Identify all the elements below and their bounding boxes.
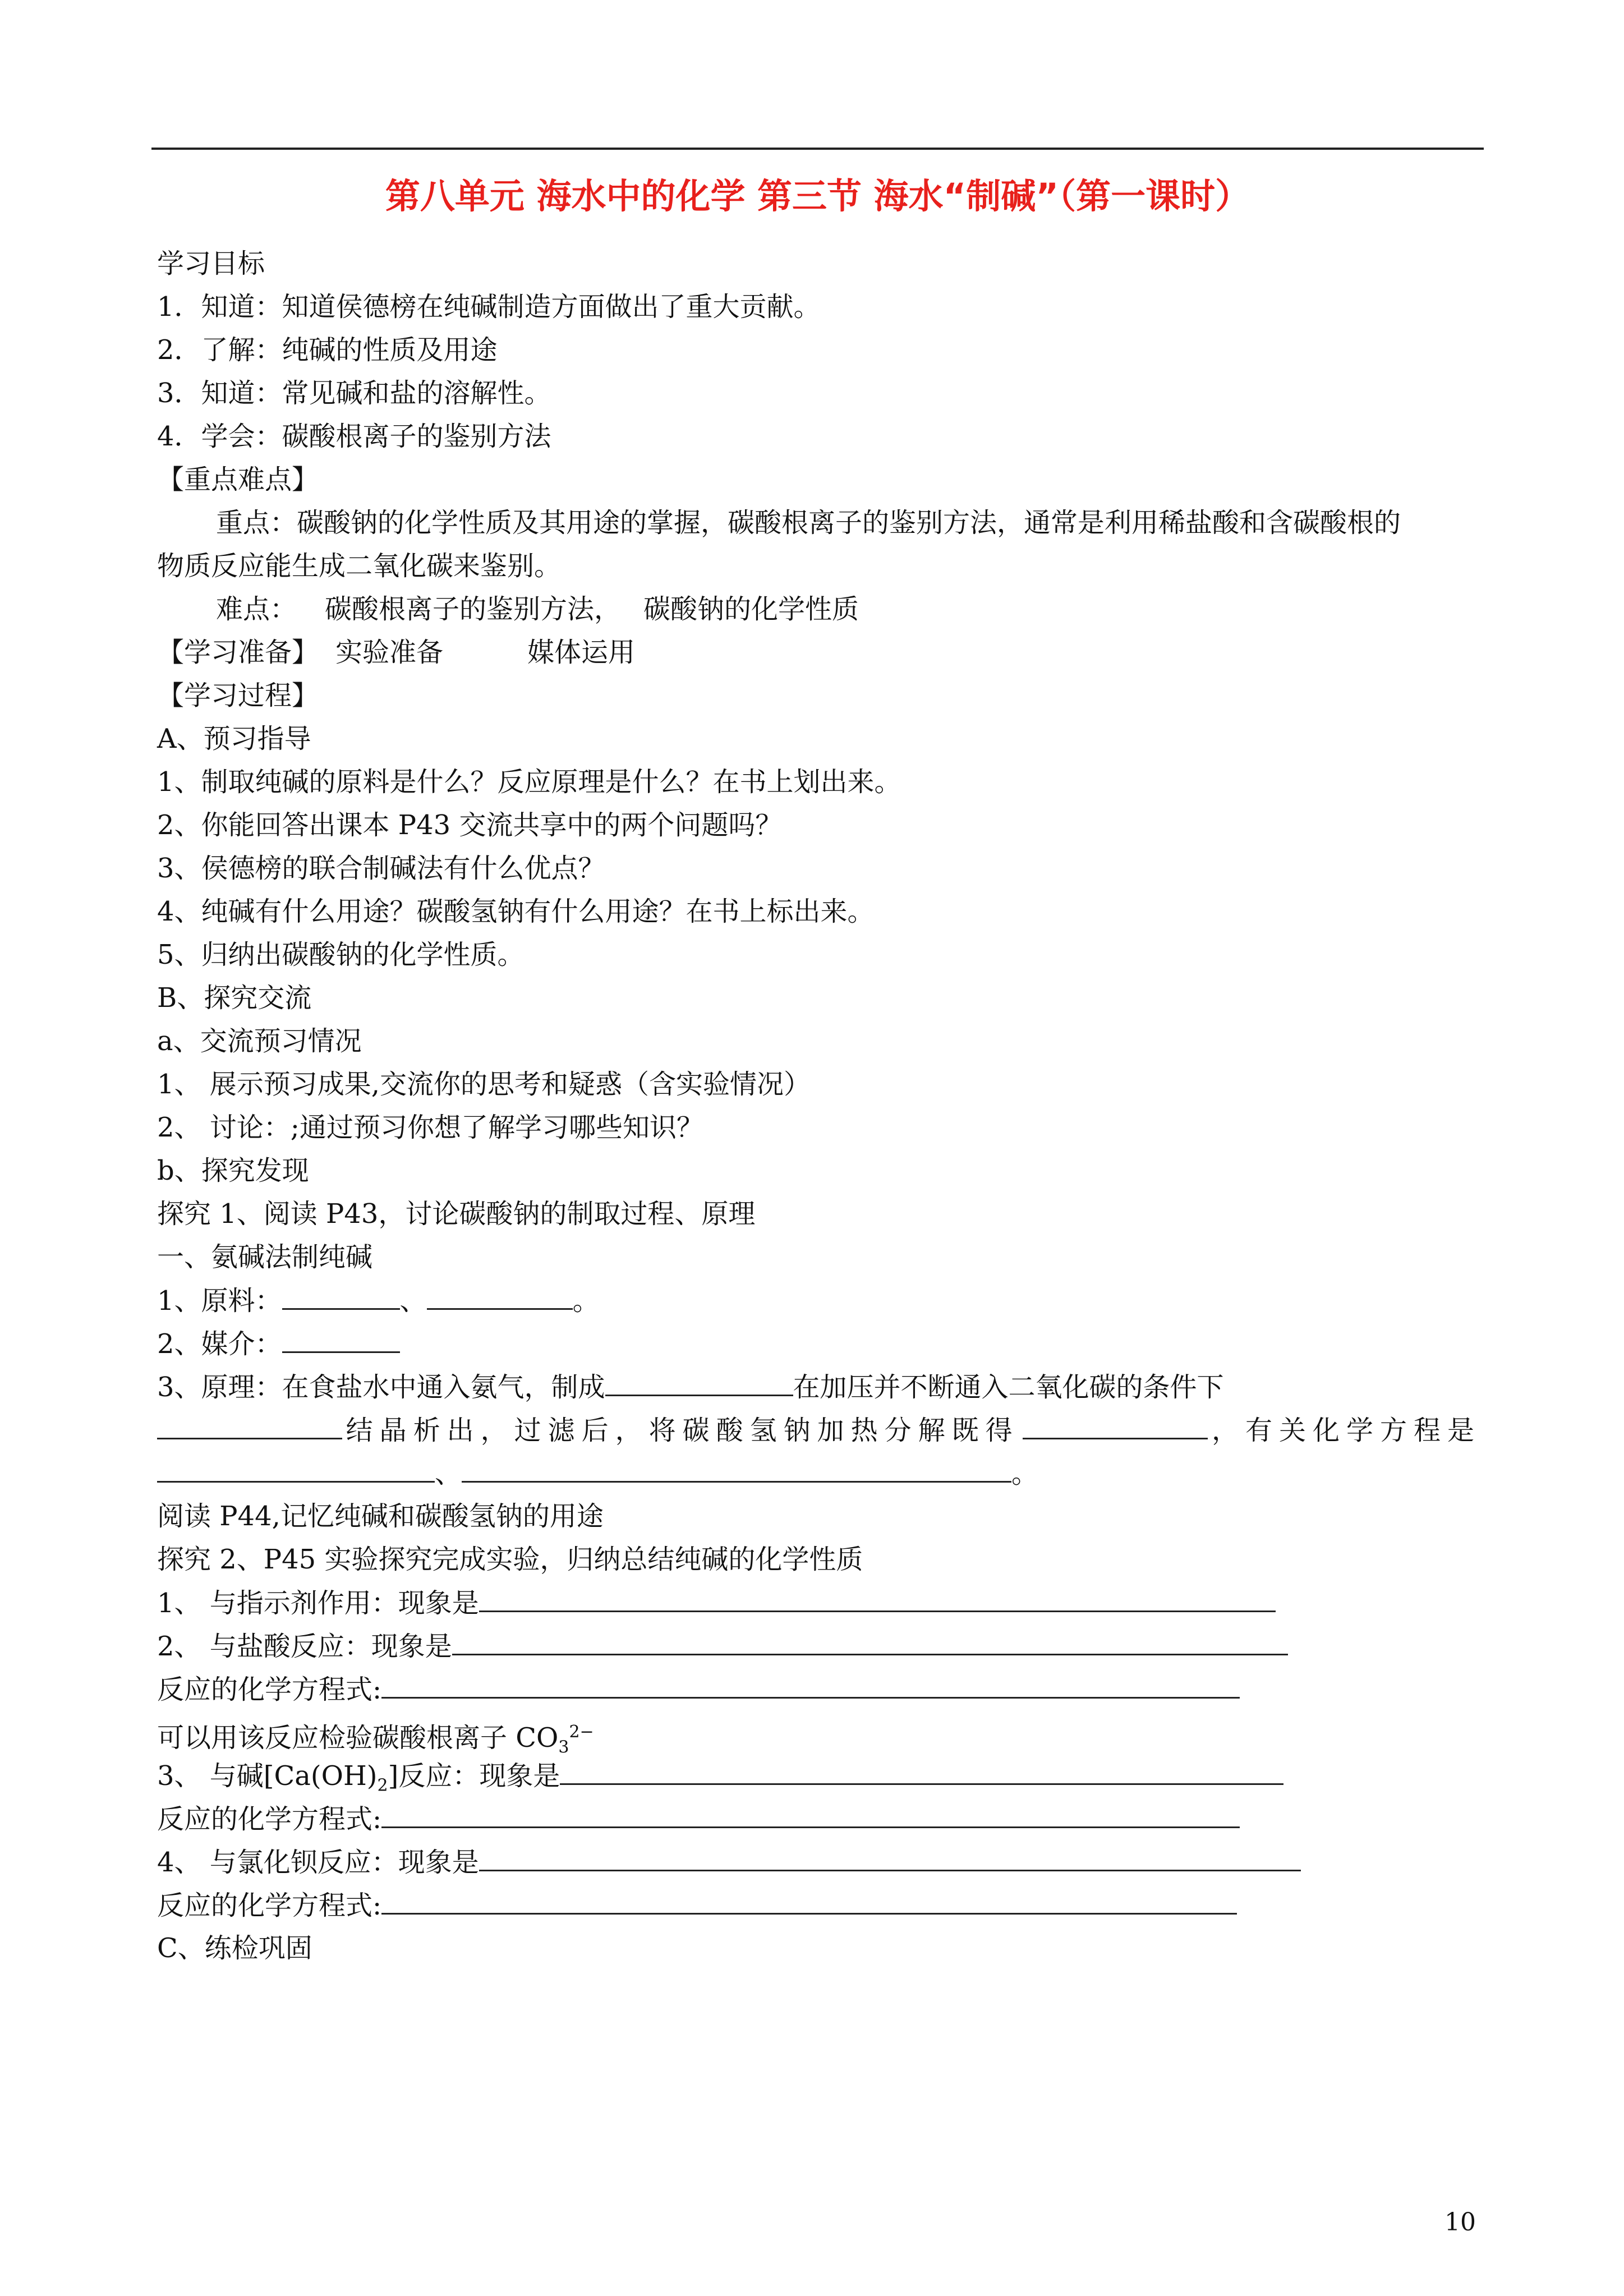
list-item: 2、 讨论：;通过预习你想了解学习哪些知识？ xyxy=(157,1112,703,1143)
co3-text: 可以用该反应检验碳酸根离子 CO xyxy=(157,1722,559,1754)
page-number: 10 xyxy=(1444,2208,1476,2237)
list-item: 1、 展示预习成果,交流你的思考和疑惑（含实验情况） xyxy=(157,1069,811,1100)
difficulty-b: 碳酸钠的化学性质 xyxy=(643,593,859,625)
section-title: A、预习指导 xyxy=(157,723,311,754)
objective-item: 3．知道：常见碱和盐的溶解性。 xyxy=(157,378,551,409)
property-caoh2 xyxy=(157,1757,1283,1804)
difficulty-line xyxy=(216,591,859,627)
top-rule xyxy=(151,148,1484,150)
caoh2-subscript: 2 xyxy=(377,1775,388,1796)
answer-blank[interactable] xyxy=(282,1282,400,1310)
principle-line-2 xyxy=(157,1412,1481,1448)
property-label: 3、 与碱[Ca(OH) xyxy=(157,1760,378,1792)
property-label: 1、 与指示剂作用：现象是 xyxy=(157,1588,479,1619)
list-item: 2、你能回答出课本 P43 交流共享中的两个问题吗？ xyxy=(157,809,783,841)
section-title: B、探究交流 xyxy=(157,982,312,1014)
prep-item-experiment: 实验准备 xyxy=(335,637,444,668)
list-item: 5、归纳出碳酸钠的化学性质。 xyxy=(157,939,525,970)
subsection-title: b、探究发现 xyxy=(157,1155,309,1186)
difficulty-a: 碳酸根离子的鉴别方法， xyxy=(325,593,622,625)
principle-text: 在加压并不断通入二氧化碳的条件下 xyxy=(793,1372,1224,1403)
line-end: 。 xyxy=(572,1285,600,1317)
property-label: 2、 与盐酸反应：现象是 xyxy=(157,1631,452,1662)
separator: 、 xyxy=(435,1458,462,1489)
section-title: 一、氨碱法制纯碱 xyxy=(157,1241,373,1273)
objectives-heading: 学习目标 xyxy=(157,248,265,279)
key-point-text: 重点：碳酸钠的化学性质及其用途的掌握，碳酸根离子的鉴别方法，通常是利用稀盐酸和含碳酸根的 xyxy=(216,507,1401,539)
property-hcl xyxy=(157,1628,1288,1664)
answer-blank[interactable] xyxy=(605,1369,793,1396)
principle-text: 结晶析出，过滤后，将碳酸氢钠加热分解既得 xyxy=(346,1415,1019,1446)
key-points-heading: 【重点难点】 xyxy=(157,464,319,495)
answer-blank[interactable] xyxy=(381,1801,1240,1828)
objective-item: 1．知道：知道侯德榜在纯碱制造方面做出了重大贡献。 xyxy=(157,291,821,323)
equation-bacl2 xyxy=(157,1887,1237,1924)
medium-label: 2、媒介： xyxy=(157,1328,282,1360)
prep-item-media: 媒体运用 xyxy=(527,637,636,668)
raw-label: 1、原料： xyxy=(157,1285,282,1317)
equation-label: 反应的化学方程式: xyxy=(157,1890,382,1921)
answer-blank[interactable] xyxy=(282,1326,400,1353)
list-item: 3、侯德榜的联合制碱法有什么优点？ xyxy=(157,853,605,884)
subsection-title: a、交流预习情况 xyxy=(157,1025,362,1057)
answer-blank[interactable] xyxy=(479,1844,1301,1871)
co3-superscript: 2− xyxy=(569,1722,594,1742)
property-label: 4、 与氯化钡反应：现象是 xyxy=(157,1847,479,1878)
property-label: ]反应：现象是 xyxy=(388,1760,560,1792)
equation-label: 反应的化学方程式: xyxy=(157,1803,382,1835)
answer-blank[interactable] xyxy=(157,1412,342,1439)
answer-blank[interactable] xyxy=(452,1628,1288,1655)
answer-blank[interactable] xyxy=(157,1455,435,1483)
list-item: 4、纯碱有什么用途？碳酸氢钠有什么用途？在书上标出来。 xyxy=(157,896,875,927)
page-title: 第八单元 海水中的化学 第三节 海水“制碱”（第一课时） xyxy=(385,176,1250,217)
objective-item: 4．学会：碳酸根离子的鉴别方法 xyxy=(157,421,551,452)
equation-line xyxy=(157,1455,1038,1492)
principle-text: 3、原理：在食盐水中通入氨气，制成 xyxy=(157,1372,605,1403)
difficulty-label: 难点： xyxy=(216,593,297,625)
property-bacl2 xyxy=(157,1844,1301,1880)
principle-text: ，有关化学方程是 xyxy=(1211,1415,1481,1446)
separator: 、 xyxy=(399,1285,427,1317)
answer-blank[interactable] xyxy=(560,1757,1283,1785)
equation-hcl xyxy=(157,1671,1240,1708)
list-item: 1、制取纯碱的原料是什么？反应原理是什么？在书上划出来。 xyxy=(157,766,901,798)
answer-blank[interactable] xyxy=(462,1455,1011,1483)
read-p44: 阅读 P44,记忆纯碱和碳酸氢钠的用途 xyxy=(157,1501,604,1532)
co3-subscript: 3 xyxy=(558,1737,569,1757)
answer-blank[interactable] xyxy=(381,1671,1240,1699)
answer-blank[interactable] xyxy=(381,1887,1237,1915)
answer-blank[interactable] xyxy=(479,1585,1276,1612)
answer-blank[interactable] xyxy=(427,1282,573,1310)
equation-caoh2 xyxy=(157,1801,1240,1837)
prep-line xyxy=(157,634,635,670)
process-heading: 【学习过程】 xyxy=(157,680,319,711)
explore-2: 探究 2、P45 实验探究完成实验，归纳总结纯碱的化学性质 xyxy=(157,1544,863,1575)
answer-blank[interactable] xyxy=(1023,1412,1208,1439)
line-end: 。 xyxy=(1011,1458,1039,1489)
principle-line-1 xyxy=(157,1369,1224,1405)
objective-item: 2．了解：纯碱的性质及用途 xyxy=(157,334,498,366)
property-indicator xyxy=(157,1585,1276,1621)
key-point-text: 物质反应能生成二氧化碳来鉴别。 xyxy=(157,550,562,582)
section-title: C、练检巩固 xyxy=(157,1932,312,1964)
raw-material-line xyxy=(157,1282,600,1319)
medium-line xyxy=(157,1326,400,1362)
equation-label: 反应的化学方程式: xyxy=(157,1674,382,1705)
prep-heading: 【学习准备】 xyxy=(157,637,319,668)
explore-1: 探究 1、阅读 P43，讨论碳酸钠的制取过程、原理 xyxy=(157,1198,756,1230)
